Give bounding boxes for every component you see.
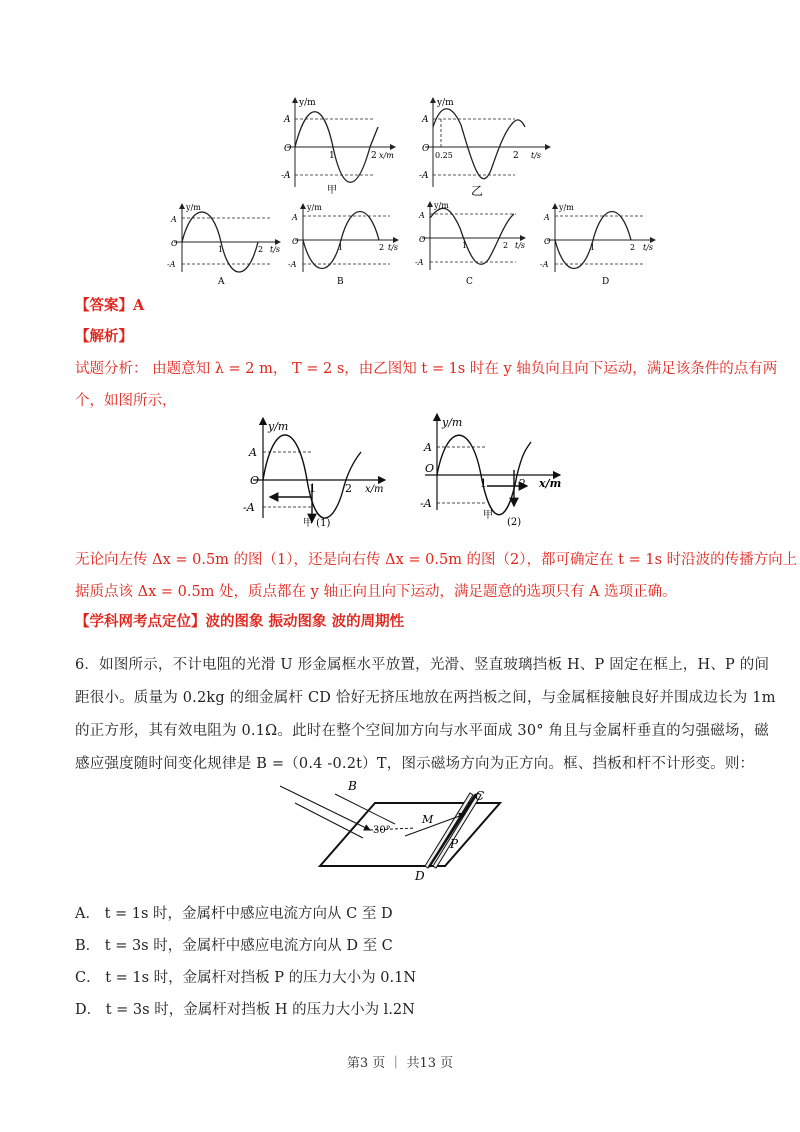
ag2-ylabel: y/m — [442, 416, 463, 429]
q6-line-4: 感应强度随时间变化规律是 B =（0.4 -0.2t）T，图示磁场方向为正方向。框、挡板和杆不计形变。则： — [75, 756, 755, 772]
D-caption: D — [602, 277, 610, 287]
jia-negA: -A — [281, 171, 291, 181]
analysis-line-1: 试题分析： 由题意知 λ = 2 m， T = 2 s，由乙图知 t = 1s 时在 y 轴负向且向下运动，满足该条件的点有两 — [75, 361, 778, 377]
B-A: A — [292, 213, 298, 222]
yi-xlabel: t/s — [531, 151, 542, 160]
ag1-xlabel: x/m — [365, 484, 384, 495]
q6-line-3: 的正方形，其有效电阻为 0.1Ω。此时在整个空间加方向与水平面成 30° 角且与金属杆垂直的匀强磁场，磁 — [75, 723, 770, 739]
ag1-negA: -A — [243, 501, 255, 514]
ag2-origin: O — [425, 462, 435, 475]
yi-tick2: 2 — [513, 151, 519, 161]
A-tick1: 1 — [218, 245, 224, 254]
ag2-tick2: 2 — [519, 477, 526, 490]
B-tick2: 2 — [379, 243, 385, 252]
analysis-label: 【解析】 — [75, 328, 133, 345]
ag2-A: A — [424, 441, 432, 454]
B-ylabel: y/m — [307, 203, 322, 212]
jia-caption: 甲 — [327, 185, 337, 196]
C-xlabel: t/s — [515, 241, 526, 250]
choice-graph-B — [288, 203, 398, 287]
graph-yi — [419, 97, 551, 198]
analysis-graph-2 — [420, 414, 561, 528]
analysis-line-2: 个，如图所示， — [75, 393, 177, 409]
ag2-negA: -A — [420, 497, 432, 510]
ag2-tick1: 1 — [480, 477, 487, 490]
choice-graphs — [160, 200, 700, 290]
A-A: A — [171, 215, 177, 224]
C-origin: O — [419, 235, 426, 244]
fig-angle: 30° — [373, 825, 391, 836]
D-A: A — [544, 213, 550, 222]
D-origin: O — [544, 237, 551, 246]
q6-option-C: C． t = 1s 时，金属杆对挡板 P 的压力大小为 0.1N — [75, 970, 417, 986]
D-tick2: 2 — [630, 243, 636, 252]
C-tick1: 1 — [462, 241, 468, 250]
A-origin: O — [171, 239, 178, 248]
A-tick2: 2 — [258, 245, 264, 254]
A-negA: -A — [167, 260, 176, 269]
ag1-caption: 甲 (1) — [303, 518, 331, 529]
graph-jia-yi — [275, 95, 555, 200]
A-caption: A — [218, 277, 225, 287]
analysis-line-5: 【学科网考点定位】波的图象 振动图象 波的周期性 — [75, 613, 405, 630]
D-ylabel: y/m — [559, 203, 574, 212]
C-ylabel: y/m — [434, 201, 449, 210]
yi-origin: O — [422, 144, 430, 154]
ag2-xlabel: x/m — [539, 477, 562, 490]
q6-line-2: 距很小。质量为 0.2kg 的细金属杆 CD 恰好无挤压地放在两挡板之间，与金属框接触良好并围成边长为 1m — [75, 690, 776, 706]
jia-origin: O — [284, 144, 292, 154]
fig-B: B — [348, 779, 357, 793]
fig-P: P — [450, 837, 459, 851]
ag1-ylabel: y/m — [268, 420, 289, 433]
yi-A: A — [422, 115, 429, 125]
C-A: A — [419, 211, 425, 220]
jia-A: A — [284, 115, 291, 125]
yi-ylabel: y/m — [437, 98, 454, 108]
choice-graph-D — [540, 203, 655, 287]
ag2-mark: (2) — [507, 517, 522, 528]
q6-line-1: 6．如图所示，不计电阻的光滑 U 形金属框水平放置，光滑、竖直玻璃挡板 H、P 固定在框上，H、P 的间 — [75, 657, 770, 673]
choice-graph-A — [167, 203, 280, 287]
jia-xlabel: x/m — [379, 151, 394, 160]
q6-figure — [275, 778, 515, 886]
analysis-line-4: 据质点该 Δx = 0.5m 处，质点都在 y 轴正向且向下运动，满足题意的选项只有 A 选项正确。 — [75, 584, 677, 600]
D-tick1: 1 — [590, 243, 596, 252]
graph-jia — [281, 97, 396, 196]
jia-tick1: 1 — [329, 151, 335, 161]
C-tick2: 2 — [503, 241, 509, 250]
analysis-line-3: 无论向左传 Δx = 0.5m 的图（1），还是向右传 Δx = 0.5m 的图（2），都可确定在 t = 1s 时沿波的传播方向上 — [75, 552, 798, 568]
fig-D: D — [415, 869, 425, 883]
answer-label: 【答案】A — [75, 297, 145, 314]
B-origin: O — [292, 237, 299, 246]
D-xlabel: t/s — [643, 243, 654, 252]
B-xlabel: t/s — [388, 243, 399, 252]
yi-tick1: 0.25 — [435, 151, 453, 160]
B-caption: B — [337, 277, 344, 287]
q6-option-B: B． t = 3s 时，金属杆中感应电流方向从 D 至 C — [75, 938, 393, 954]
ag1-tick1: 1 — [309, 482, 316, 495]
ag2-caption: 甲 — [483, 510, 493, 521]
q6-option-A: A． t = 1s 时，金属杆中感应电流方向从 C 至 D — [75, 906, 393, 922]
yi-negA: -A — [419, 171, 429, 181]
A-ylabel: y/m — [186, 203, 201, 212]
jia-tick2: 2 — [371, 151, 377, 161]
D-negA: -A — [540, 260, 549, 269]
analysis-graphs — [235, 410, 565, 540]
choice-graph-C — [415, 201, 525, 287]
yi-caption: 乙 — [471, 184, 484, 198]
ag1-A: A — [249, 446, 257, 459]
fig-C: C — [475, 789, 485, 803]
A-xlabel: t/s — [270, 245, 281, 254]
jia-ylabel: y/m — [299, 98, 316, 108]
analysis-graph-1 — [243, 418, 385, 529]
C-negA: -A — [415, 258, 424, 267]
q6-option-D: D． t = 3s 时，金属杆对挡板 H 的压力大小为 l.2N — [75, 1002, 415, 1018]
ag1-tick2: 2 — [345, 482, 352, 495]
C-caption: C — [466, 277, 473, 287]
B-negA: -A — [288, 260, 297, 269]
B-tick1: 1 — [338, 243, 344, 252]
fig-M: M — [422, 813, 434, 826]
ag1-origin: O — [250, 474, 260, 487]
page-footer: 第3 页 ｜ 共13 页 — [346, 1056, 454, 1071]
